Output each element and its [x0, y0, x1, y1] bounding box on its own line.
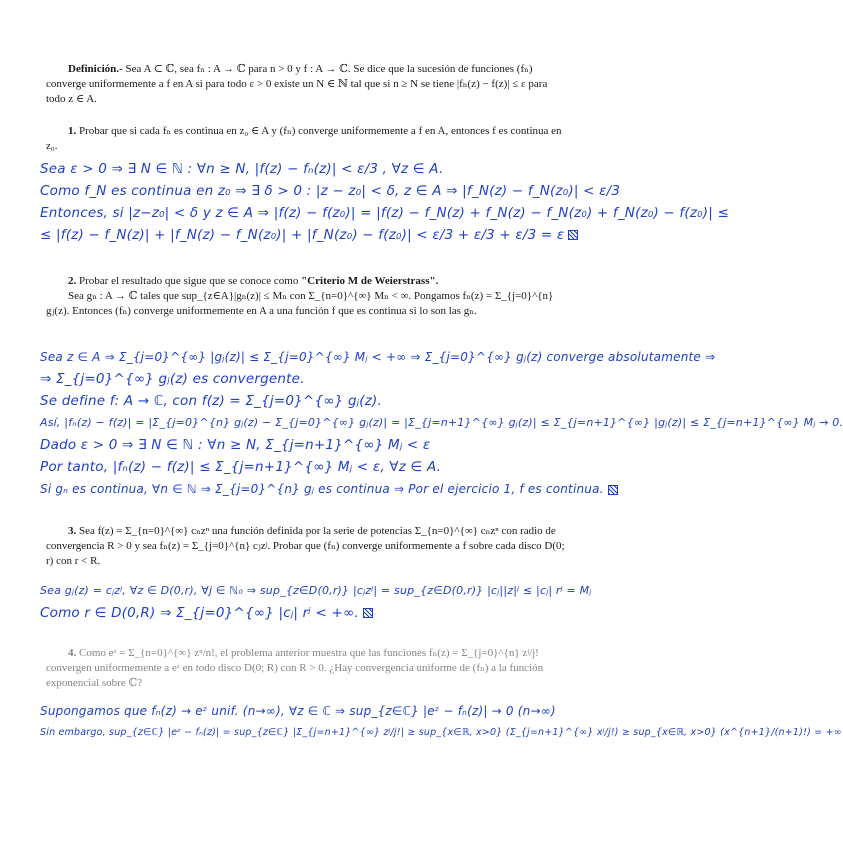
handwritten-line: Así, |fₙ(z) − f(z)| = |Σ_{j=0}^{n} gⱼ(z) − Σ_{j=0}^{∞} gⱼ(z)| = |Σ_{j=n+1}^{∞} gⱼ(z)| ≤ Σ_{j=n+1}^{∞} |gⱼ(z)| ≤ Σ_{j=n+1}^{∞} Mⱼ → 0. [40, 416, 843, 429]
exercise-1-text: Probar que si cada fₙ es continua en z₀ ∈ A y (fₙ) converge uniformemente a f en A, entonces f es continua en z₀. [46, 125, 562, 152]
handwritten-line: Dado ε > 0 ⇒ ∃ N ∈ ℕ : ∀n ≥ N, Σ_{j=n+1}^{∞} Mⱼ < ε [40, 437, 431, 453]
exercise-4-handwritten-solution [40, 700, 842, 744]
definition-block [46, 62, 566, 107]
exercise-1-number: 1. [68, 125, 77, 137]
qed-box-icon [608, 485, 618, 495]
definition-title: Definición.- [68, 63, 123, 75]
handwritten-line: ⇒ Σ_{j=0}^{∞} gⱼ(z) es convergente. [40, 371, 305, 387]
exercise-1-handwritten-solution [40, 158, 729, 246]
handwritten-line: Si gₙ es continua, ∀n ∈ ℕ ⇒ Σ_{j=0}^{n} gⱼ es continua ⇒ Por el ejercicio 1, f es continua. [40, 482, 604, 496]
exercise-2-handwritten-solution [40, 346, 843, 500]
handwritten-line: Sin embargo, sup_{z∈ℂ} |eᶻ − fₙ(z)| = sup_{z∈ℂ} |Σ_{j=n+1}^{∞} zʲ/j!| ≥ sup_{x∈ℝ, x>0} (Σ_{j=n+1}^{∞} xʲ/j!) ≥ sup_{x∈ℝ, x>0} (x^{n+1}/(n+1)!) = +∞ [40, 727, 842, 738]
exercise-2-statement [46, 274, 566, 319]
definition-text: Sea A ⊂ ℂ, sea fₙ : A → ℂ para n > 0 y f : A → ℂ. Se dice que la sucesión de funciones (fₙ) converge uniformemente a f en A si para todo ε > 0 existe un N ∈ ℕ tal que si n ≥ N se tiene |fₙ(z) − f(z)| ≤ ε para todo z ∈ A. [46, 63, 548, 105]
handwritten-line: Supongamos que fₙ(z) → eᶻ unif. (n→∞), ∀z ∈ ℂ ⇒ sup_{z∈ℂ} |eᶻ − fₙ(z)| → 0 (n→∞) [40, 704, 556, 718]
handwritten-line: Por tanto, |fₙ(z) − f(z)| ≤ Σ_{j=n+1}^{∞} Mⱼ < ε, ∀z ∈ A. [40, 459, 442, 475]
exercise-2-number: 2. [68, 275, 77, 287]
handwritten-line-final [40, 478, 604, 500]
exercise-3-text: Sea f(z) = Σ_{n=0}^{∞} cₙzⁿ una función definida por la serie de potencias Σ_{n=0}^{∞} cₙzⁿ con radio de convergencia R > 0 y sea fₙ(z) = Σ_{j=0}^{n} cⱼzʲ. Probar que (fₙ) converge uniformemente a f sobre cada disco D(0; r) con r < R. [46, 525, 565, 567]
handwritten-line: Entonces, si |z−z₀| < δ y z ∈ A ⇒ |f(z) − f(z₀)| = |f(z) − f_N(z) + f_N(z) − f_N(z₀) + f_N(z₀) − f(z₀)| ≤ [40, 205, 729, 221]
handwritten-line: Sea z ∈ A ⇒ Σ_{j=0}^{∞} |gⱼ(z)| ≤ Σ_{j=0}^{∞} Mⱼ < +∞ ⇒ Σ_{j=0}^{∞} gⱼ(z) converge absolutamente ⇒ [40, 350, 716, 364]
qed-box-icon [568, 230, 578, 240]
handwritten-line: ≤ |f(z) − f_N(z)| + |f_N(z) − f_N(z₀)| + |f_N(z₀) − f(z₀)| < ε/3 + ε/3 + ε/3 = ε [40, 227, 565, 243]
exercise-2-text-a: Probar el resultado que sigue que se conoce como [79, 275, 299, 287]
exercise-2-text-b: Sea gₙ : A → ℂ tales que sup_{z∈A}|gₙ(z)| ≤ Mₙ con Σ_{n=0}^{∞} Mₙ < ∞. Pongamos fₙ(z) = Σ_{j=0}^{n} gⱼ(z). Entonces (fₙ) converge uniformemente en A a una función f que es continua si lo son las gₙ. [46, 290, 554, 317]
handwritten-line: Como f_N es continua en z₀ ⇒ ∃ δ > 0 : |z − z₀| < δ, z ∈ A ⇒ |f_N(z) − f_N(z₀)| < ε/3 [40, 183, 621, 199]
handwritten-line: Como r ∈ D(0,R) ⇒ Σ_{j=0}^{∞} |cⱼ| rʲ < +∞. [40, 605, 359, 621]
handwritten-line: Se define f: A → ℂ, con f(z) = Σ_{j=0}^{∞} gⱼ(z). [40, 393, 383, 409]
exercise-3-number: 3. [68, 525, 77, 537]
exercise-4-number: 4. [68, 647, 77, 659]
handwritten-line-final [40, 602, 580, 624]
exercise-4-statement [46, 646, 566, 691]
exercise-3-statement [46, 524, 566, 569]
qed-box-icon [363, 608, 373, 618]
exercise-4-text: Como eᶻ = Σ_{n=0}^{∞} zⁿ/n!, el problema anterior muestra que las funciones fₙ(z) = Σ_{j=0}^{n} zʲ/j! convergen uniformemente a eᶻ en todo disco D(0; R) con R > 0. ¿Hay convergencia uniforme de (fₙ) a la función exponencial sobre ℂ? [46, 647, 544, 689]
exercise-3-handwritten-solution [40, 580, 592, 624]
handwritten-line: Sea gⱼ(z) = cⱼzʲ, ∀z ∈ D(0,r), ∀j ∈ ℕ₀ ⇒ sup_{z∈D(0,r)} |cⱼzʲ| = sup_{z∈D(0,r)} |cⱼ||z|ʲ ≤ |cⱼ| rʲ = Mⱼ [40, 584, 592, 597]
handwritten-line-final [40, 224, 580, 246]
exercise-1-statement [46, 124, 566, 154]
exercise-2-criterion: "Criterio M de Weierstrass". [301, 275, 439, 287]
handwritten-line: Sea ε > 0 ⇒ ∃ N ∈ ℕ : ∀n ≥ N, |f(z) − fₙ(z)| < ε/3 , ∀z ∈ A. [40, 161, 444, 177]
